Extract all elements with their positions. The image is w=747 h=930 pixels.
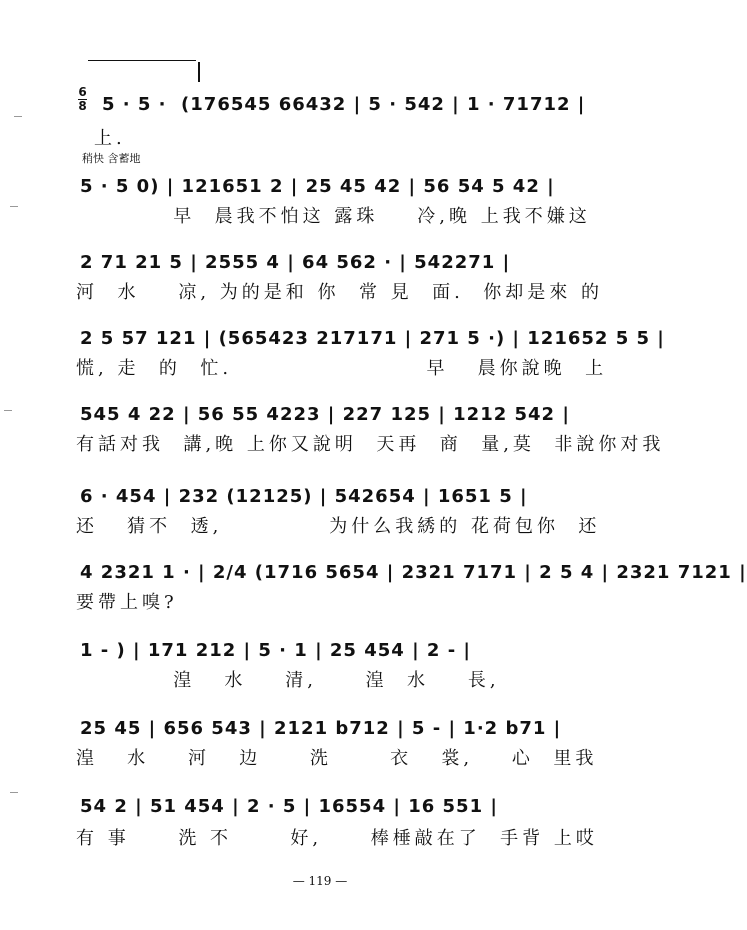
notes-line: 5 · 5 · (176545 66432 | 5 · 542 | 1 · 71712 |	[102, 94, 586, 115]
margin-mark	[10, 206, 18, 207]
notes-line: 2 71 21 5 | 2555 4 | 64 562 · | 542271 |	[80, 252, 511, 273]
lyrics-line: 上.	[94, 128, 126, 149]
lyrics-line: 湟 水 清, 湟 水 長,	[76, 670, 500, 691]
notes-line: 1 - ) | 171 212 | 5 · 1 | 25 454 | 2 - |	[80, 640, 472, 661]
time-signature-bottom: 8	[78, 99, 87, 113]
top-extension-tick	[198, 62, 200, 82]
tempo-mark: 稍快 含蓄地	[82, 152, 141, 165]
notes-line: 54 2 | 51 454 | 2 · 5 | 16554 | 16 551 |	[80, 796, 498, 817]
lyrics-line: 慌, 走 的 忙. 早 晨你說晚 上	[76, 358, 608, 379]
notes-line: 25 45 | 656 543 | 2121 b712 | 5 - | 1·2 b71 |	[80, 718, 562, 739]
notes-line: 2 5 57 121 | (565423 217171 | 271 5 ·) | 121652 5 5 |	[80, 328, 665, 349]
notes-line: 545 4 22 | 56 55 4223 | 227 125 | 1212 542 |	[80, 404, 570, 425]
margin-mark	[4, 410, 12, 411]
notes-line: 4 2321 1 · | 2/4 (1716 5654 | 2321 7171 | 2 5 4 | 2321 7121 |	[80, 562, 747, 583]
lyrics-line: 湟 水 河 边 洗 衣 裳, 心 里我	[76, 748, 598, 769]
lyrics-line: 有 事 洗 不 好, 棒棰敲在了 手背 上哎	[76, 828, 598, 849]
time-signature	[78, 86, 87, 113]
time-signature-top: 6	[78, 85, 87, 99]
lyrics-line: 早 晨我不怕这 露珠 冷,晚 上我不嫌这	[76, 206, 591, 227]
notes-line: 6 · 454 | 232 (12125) | 542654 | 1651 5 |	[80, 486, 528, 507]
margin-mark	[10, 792, 18, 793]
top-extension-line	[88, 60, 196, 61]
lyrics-line: 河 水 凉, 为的是和 你 常 見 面. 你却是來 的	[76, 282, 603, 303]
margin-mark	[14, 116, 22, 117]
notes-line: 5 · 5 0) | 121651 2 | 25 45 42 | 56 54 5 42 |	[80, 176, 555, 197]
lyrics-line: 有話对我 講,晚 上你又說明 天再 商 量,莫 非說你对我	[76, 434, 665, 455]
page-number: — 119 —	[292, 874, 348, 888]
lyrics-line: 要帶上嗅?	[76, 592, 178, 613]
lyrics-line: 还 猜不 透, 为什么我綉的 花荷包你 还	[76, 516, 601, 537]
